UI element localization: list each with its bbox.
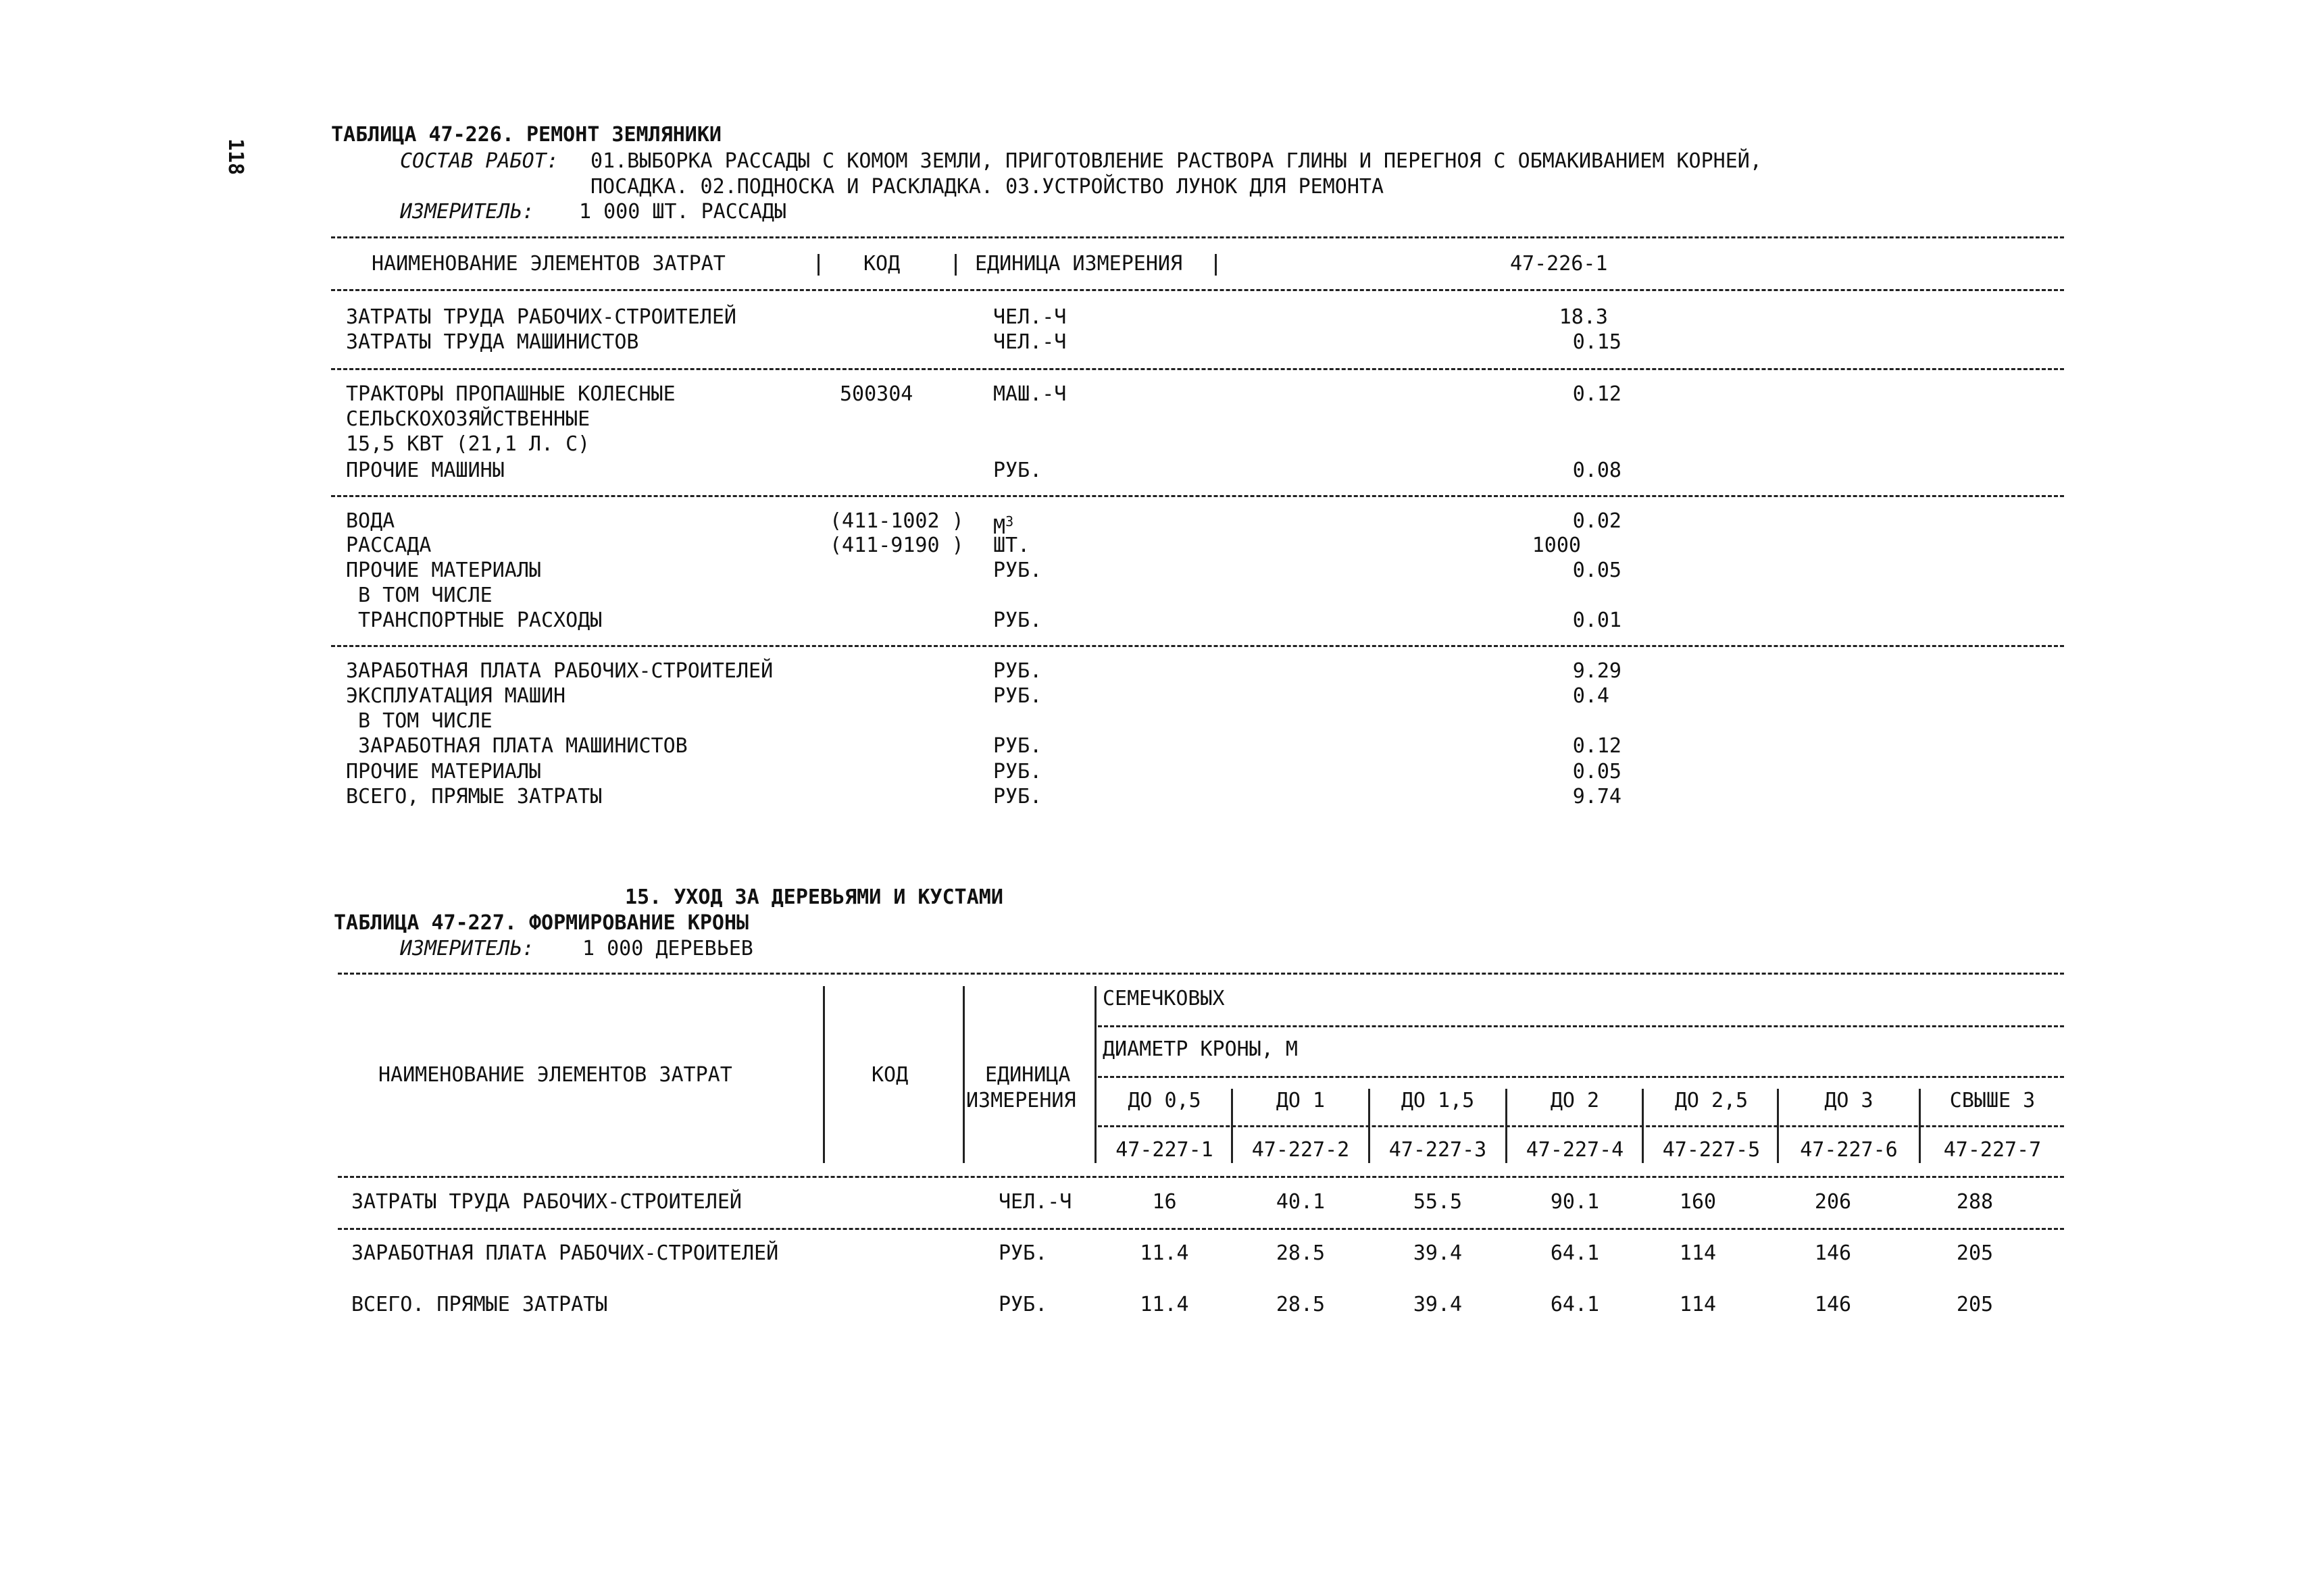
row-name: ЗАТРАТЫ ТРУДА РАБОЧИХ-СТРОИТЕЛЕЙ: [346, 305, 736, 329]
row-name: ПРОЧИЕ МАТЕРИАЛЫ: [346, 559, 541, 582]
header-column-code: 47-226-1: [1510, 252, 1608, 276]
row-name: ЗАРАБОТНАЯ ПЛАТА РАБОЧИХ-СТРОИТЕЛЕЙ: [351, 1241, 779, 1265]
page-number: 118: [224, 138, 247, 176]
row-name: ЗАРАБОТНАЯ ПЛАТА МАШИНИСТОВ: [346, 734, 688, 758]
header-separator: [1095, 986, 1097, 1163]
row-value: 18.3: [1559, 305, 1608, 329]
row-value: 64.1: [1550, 1241, 1600, 1265]
row-name: ТРАНСПОРТНЫЕ РАСХОДЫ: [346, 609, 603, 632]
row-value: 0.01: [1572, 609, 1621, 632]
header-column-code: 47-227-5: [1662, 1138, 1761, 1162]
row-value: 0.12: [1572, 734, 1621, 758]
header-separator: [963, 986, 965, 1163]
row-value: 205: [1956, 1293, 1994, 1316]
row-value: 39.4: [1413, 1241, 1463, 1265]
meter-label: ИЗМЕРИТЕЛЬ:: [400, 200, 534, 224]
row-name: РАССАДА: [346, 534, 432, 557]
row-value: 11.4: [1140, 1293, 1189, 1316]
row-unit-text: М: [993, 515, 1006, 539]
row-value: 1000: [1532, 534, 1581, 557]
divider: [338, 1228, 2064, 1230]
row-value: 0.05: [1572, 760, 1621, 783]
row-unit: РУБ.: [993, 684, 1042, 708]
divider: [1098, 1025, 2064, 1027]
header-column-code: 47-227-6: [1800, 1138, 1898, 1162]
divider: [331, 645, 2064, 647]
header-unit-line-2: ИЗМЕРЕНИЯ: [966, 1089, 1076, 1112]
row-name: ЭКСПЛУАТАЦИЯ МАШИН: [346, 684, 566, 708]
row-unit-superscript: 3: [1005, 513, 1014, 530]
row-unit: РУБ.: [993, 760, 1042, 783]
row-value: 16: [1152, 1190, 1177, 1214]
row-unit: РУБ.: [993, 785, 1042, 808]
header-group: СЕМЕЧКОВЫХ: [1103, 987, 1225, 1010]
header-column-code: 47-227-1: [1115, 1138, 1213, 1162]
row-code: 500304: [840, 382, 913, 406]
header-column-code: 47-227-2: [1251, 1138, 1350, 1162]
header-separator: [823, 986, 825, 1163]
divider: [331, 289, 2064, 291]
row-unit: ШТ.: [993, 534, 1030, 557]
header-column-code: 47-227-3: [1388, 1138, 1487, 1162]
row-value: 146: [1814, 1241, 1852, 1265]
row-name: ЗАТРАТЫ ТРУДА МАШИНИСТОВ: [346, 330, 639, 354]
row-value: 205: [1956, 1241, 1994, 1265]
row-value: 55.5: [1413, 1190, 1463, 1214]
row-unit: ЧЕЛ.-Ч: [993, 330, 1067, 354]
divider: [1098, 1076, 2064, 1078]
header-column-code: 47-227-4: [1526, 1138, 1624, 1162]
divider: [331, 368, 2064, 370]
row-unit: РУБ.: [999, 1241, 1048, 1265]
row-value: 0.12: [1572, 382, 1621, 406]
header-diameter: ДО 2: [1550, 1089, 1600, 1112]
row-name: ТРАКТОРЫ ПРОПАШНЫЕ КОЛЕСНЫЕ: [346, 382, 676, 406]
row-code: (411-9190 ): [830, 534, 964, 557]
row-value: 114: [1679, 1293, 1717, 1316]
header-diameter: ДО 1,5: [1401, 1089, 1475, 1112]
row-value: 39.4: [1413, 1293, 1463, 1316]
divider: [338, 1176, 2064, 1178]
meter-value: 1 000 ДЕРЕВЬЕВ: [582, 937, 753, 960]
header-diameter: ДО 3: [1824, 1089, 1873, 1112]
header-unit-line-1: ЕДИНИЦА: [985, 1063, 1071, 1087]
header-column-code: 47-227-7: [1943, 1138, 2042, 1162]
header-code: КОД: [872, 1063, 909, 1087]
row-value: 160: [1679, 1190, 1717, 1214]
divider: [1098, 1125, 2064, 1127]
row-unit: РУБ.: [993, 459, 1042, 482]
header-diameter: ДО 2,5: [1674, 1089, 1749, 1112]
row-value: 0.08: [1572, 459, 1621, 482]
row-name: ВСЕГО, ПРЯМЫЕ ЗАТРАТЫ: [346, 785, 603, 808]
row-name: ЗАТРАТЫ ТРУДА РАБОЧИХ-СТРОИТЕЛЕЙ: [351, 1190, 742, 1214]
row-name: ПРОЧИЕ МАШИНЫ: [346, 459, 505, 482]
composition-label: СОСТАВ РАБОТ:: [400, 149, 559, 173]
header-name: НАИМЕНОВАНИЕ ЭЛЕМЕНТОВ ЗАТРАТ: [372, 252, 726, 276]
row-value: 11.4: [1140, 1241, 1189, 1265]
row-unit: РУБ.: [993, 559, 1042, 582]
section-heading: 15. УХОД ЗА ДЕРЕВЬЯМИ И КУСТАМИ: [625, 885, 1003, 909]
divider: [331, 236, 2064, 238]
row-value: 28.5: [1276, 1241, 1326, 1265]
header-name: НАИМЕНОВАНИЕ ЭЛЕМЕНТОВ ЗАТРАТ: [378, 1063, 732, 1087]
row-unit: ЧЕЛ.-Ч: [993, 305, 1067, 329]
row-value: 28.5: [1276, 1293, 1326, 1316]
row-value: 288: [1956, 1190, 1994, 1214]
row-name: В ТОМ ЧИСЛЕ: [346, 584, 493, 607]
row-name: ВСЕГО. ПРЯМЫЕ ЗАТРАТЫ: [351, 1293, 608, 1316]
row-value: 64.1: [1550, 1293, 1600, 1316]
row-name: В ТОМ ЧИСЛЕ: [346, 709, 493, 733]
row-name: ВОДА: [346, 509, 395, 533]
divider: [331, 495, 2064, 497]
row-value: 146: [1814, 1293, 1852, 1316]
row-unit: РУБ.: [993, 734, 1042, 758]
header-unit: ЕДИНИЦА ИЗМЕРЕНИЯ: [975, 252, 1183, 276]
row-name: СЕЛЬСКОХОЗЯЙСТВЕННЫЕ: [346, 407, 590, 431]
header-subgroup: ДИАМЕТР КРОНЫ, М: [1103, 1037, 1298, 1061]
meter-label: ИЗМЕРИТЕЛЬ:: [400, 937, 534, 960]
row-value: 9.74: [1572, 785, 1621, 808]
header-separator: [955, 254, 957, 276]
row-value: 9.29: [1572, 659, 1621, 683]
row-value: 206: [1814, 1190, 1852, 1214]
row-name: ПРОЧИЕ МАТЕРИАЛЫ: [346, 760, 541, 783]
row-unit: РУБ.: [993, 609, 1042, 632]
row-value: 0.4: [1572, 684, 1609, 708]
row-name: 15,5 КВТ (21,1 Л. С): [346, 432, 590, 456]
row-value: 0.15: [1572, 330, 1621, 354]
header-diameter: СВЫШЕ 3: [1949, 1089, 2036, 1112]
header-diameter: ДО 1: [1276, 1089, 1326, 1112]
table-227-title: ТАБЛИЦА 47-227. ФОРМИРОВАНИЕ КРОНЫ: [334, 911, 749, 935]
table-226-title: ТАБЛИЦА 47-226. РЕМОНТ ЗЕМЛЯНИКИ: [331, 123, 722, 147]
row-unit: РУБ.: [999, 1293, 1048, 1316]
header-diameter: ДО 0,5: [1128, 1089, 1201, 1112]
header-separator: [818, 254, 820, 276]
meter-value: 1 000 ШТ. РАССАДЫ: [579, 200, 787, 224]
row-unit: МАШ.-Ч: [993, 382, 1067, 406]
row-value: 114: [1679, 1241, 1717, 1265]
row-name: ЗАРАБОТНАЯ ПЛАТА РАБОЧИХ-СТРОИТЕЛЕЙ: [346, 659, 774, 683]
row-value: 0.02: [1572, 509, 1621, 533]
row-value: 0.05: [1572, 559, 1621, 582]
composition-line-1: 01.ВЫБОРКА РАССАДЫ С КОМОМ ЗЕМЛИ, ПРИГОТОВЛЕНИЕ РАСТВОРА ГЛИНЫ И ПЕРЕГНОЯ С ОБМАКИВАНИЕМ КОРНЕЙ,: [590, 149, 1762, 173]
divider: [338, 973, 2064, 975]
header-code: КОД: [863, 252, 901, 276]
header-separator: [1215, 254, 1217, 276]
row-unit: ЧЕЛ.-Ч: [999, 1190, 1072, 1214]
row-unit: РУБ.: [993, 659, 1042, 683]
composition-line-2: ПОСАДКА. 02.ПОДНОСКА И РАСКЛАДКА. 03.УСТРОЙСТВО ЛУНОК ДЛЯ РЕМОНТА: [590, 175, 1384, 199]
row-value: 90.1: [1550, 1190, 1600, 1214]
row-code: (411-1002 ): [830, 509, 964, 533]
row-value: 40.1: [1276, 1190, 1326, 1214]
